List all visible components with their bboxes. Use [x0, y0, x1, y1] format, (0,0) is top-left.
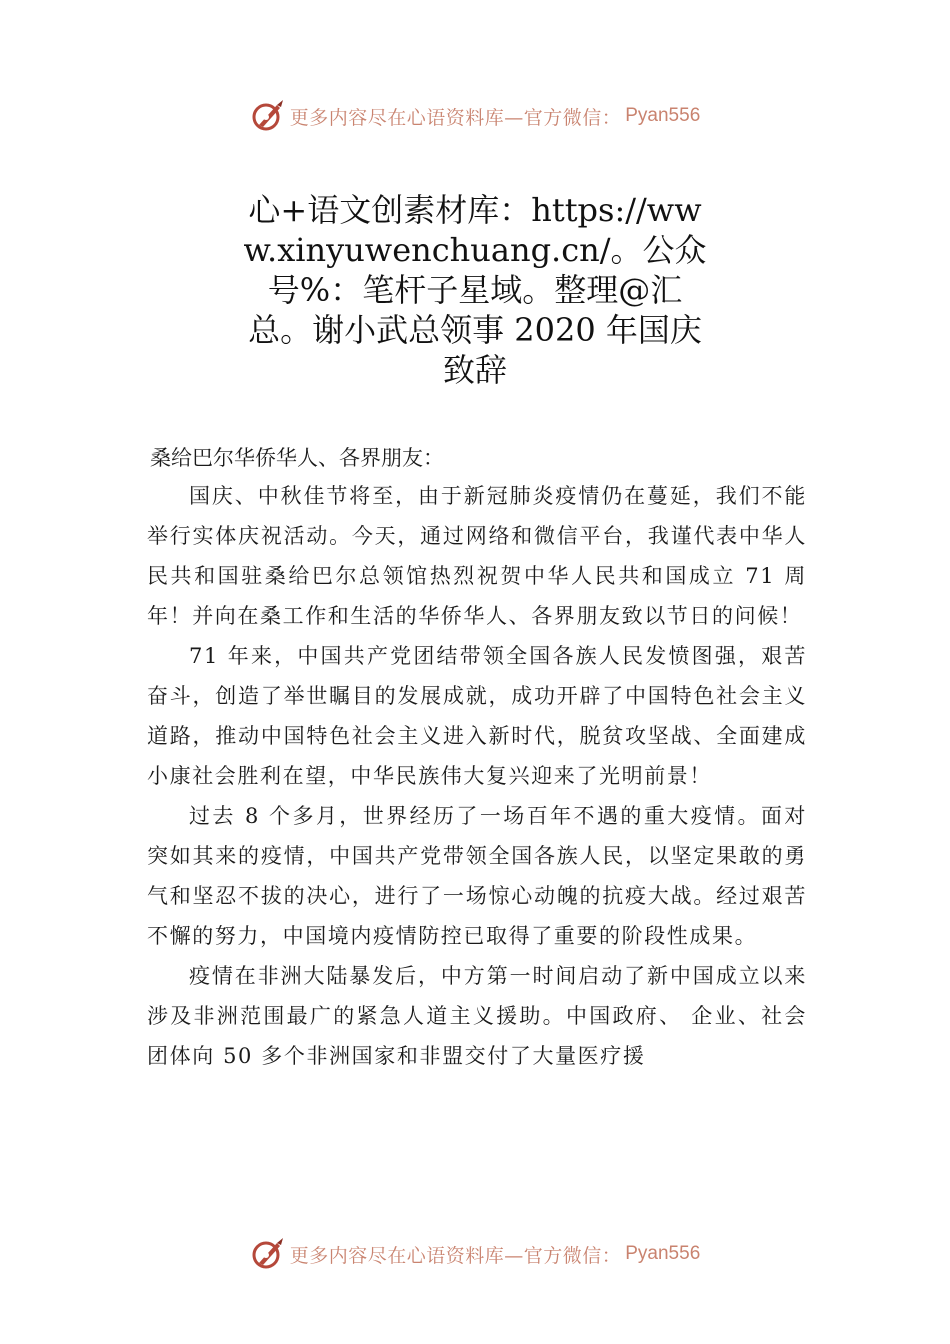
header-banner: [0, 96, 950, 136]
quill-pen-icon: [250, 1236, 286, 1272]
banner-account: Pyan556: [625, 105, 701, 126]
banner-account: Pyan556: [625, 1243, 701, 1264]
paragraph: 疫情在非洲大陆暴发后，中方第一时间启动了新中国成立以来涉及非洲范围最广的紧急人道主义援助。中国政府、 企业、社会团体向 50 多个非洲国家和非盟交付了大量医疗援: [147, 964, 807, 1068]
paragraph: 过去 8 个多月，世界经历了一场百年不遇的重大疫情。面对突如其来的疫情，中国共产党带领全国各族人民，以坚定果敢的勇气和坚忍不拔的决心，进行了一场惊心动魄的抗疫大战。经过艰苦不懈的努力，中国境内疫情防控已取得了重要的阶段性成果。: [147, 804, 807, 948]
banner-text: 更多内容尽在心语资料库—官方微信：: [289, 106, 622, 129]
paragraph: 71 年来，中国共产党团结带领全国各族人民发愤图强，艰苦奋斗，创造了举世瞩目的发展成就，成功开辟了中国特色社会主义道路，推动中国特色社会主义进入新时代，脱贫攻坚战、全面建成小康社会胜利在望，中华民族伟大复兴迎来了光明前景！: [147, 644, 807, 788]
document-title: 心+语文创素材库：https://www.xinyuwenchuang.cn/。公众号%：笔杆子星域。整理@汇总。谢小武总领事 2020 年国庆致辞: [243, 191, 707, 389]
salutation: 桑给巴尔华侨华人、各界朋友：: [150, 446, 444, 470]
paragraph: 国庆、中秋佳节将至，由于新冠肺炎疫情仍在蔓延，我们不能举行实体庆祝活动。今天，通过网络和微信平台，我谨代表中华人民共和国驻桑给巴尔总领馆热烈祝贺中华人民共和国成立 71 周年！并向在桑工作和生活的华侨华人、各界朋友致以节日的问候！: [147, 484, 807, 628]
banner-text: 更多内容尽在心语资料库—官方微信：: [289, 1244, 622, 1267]
document-body: [147, 440, 807, 1076]
footer-banner: [0, 1234, 950, 1274]
quill-pen-icon: [250, 98, 286, 134]
